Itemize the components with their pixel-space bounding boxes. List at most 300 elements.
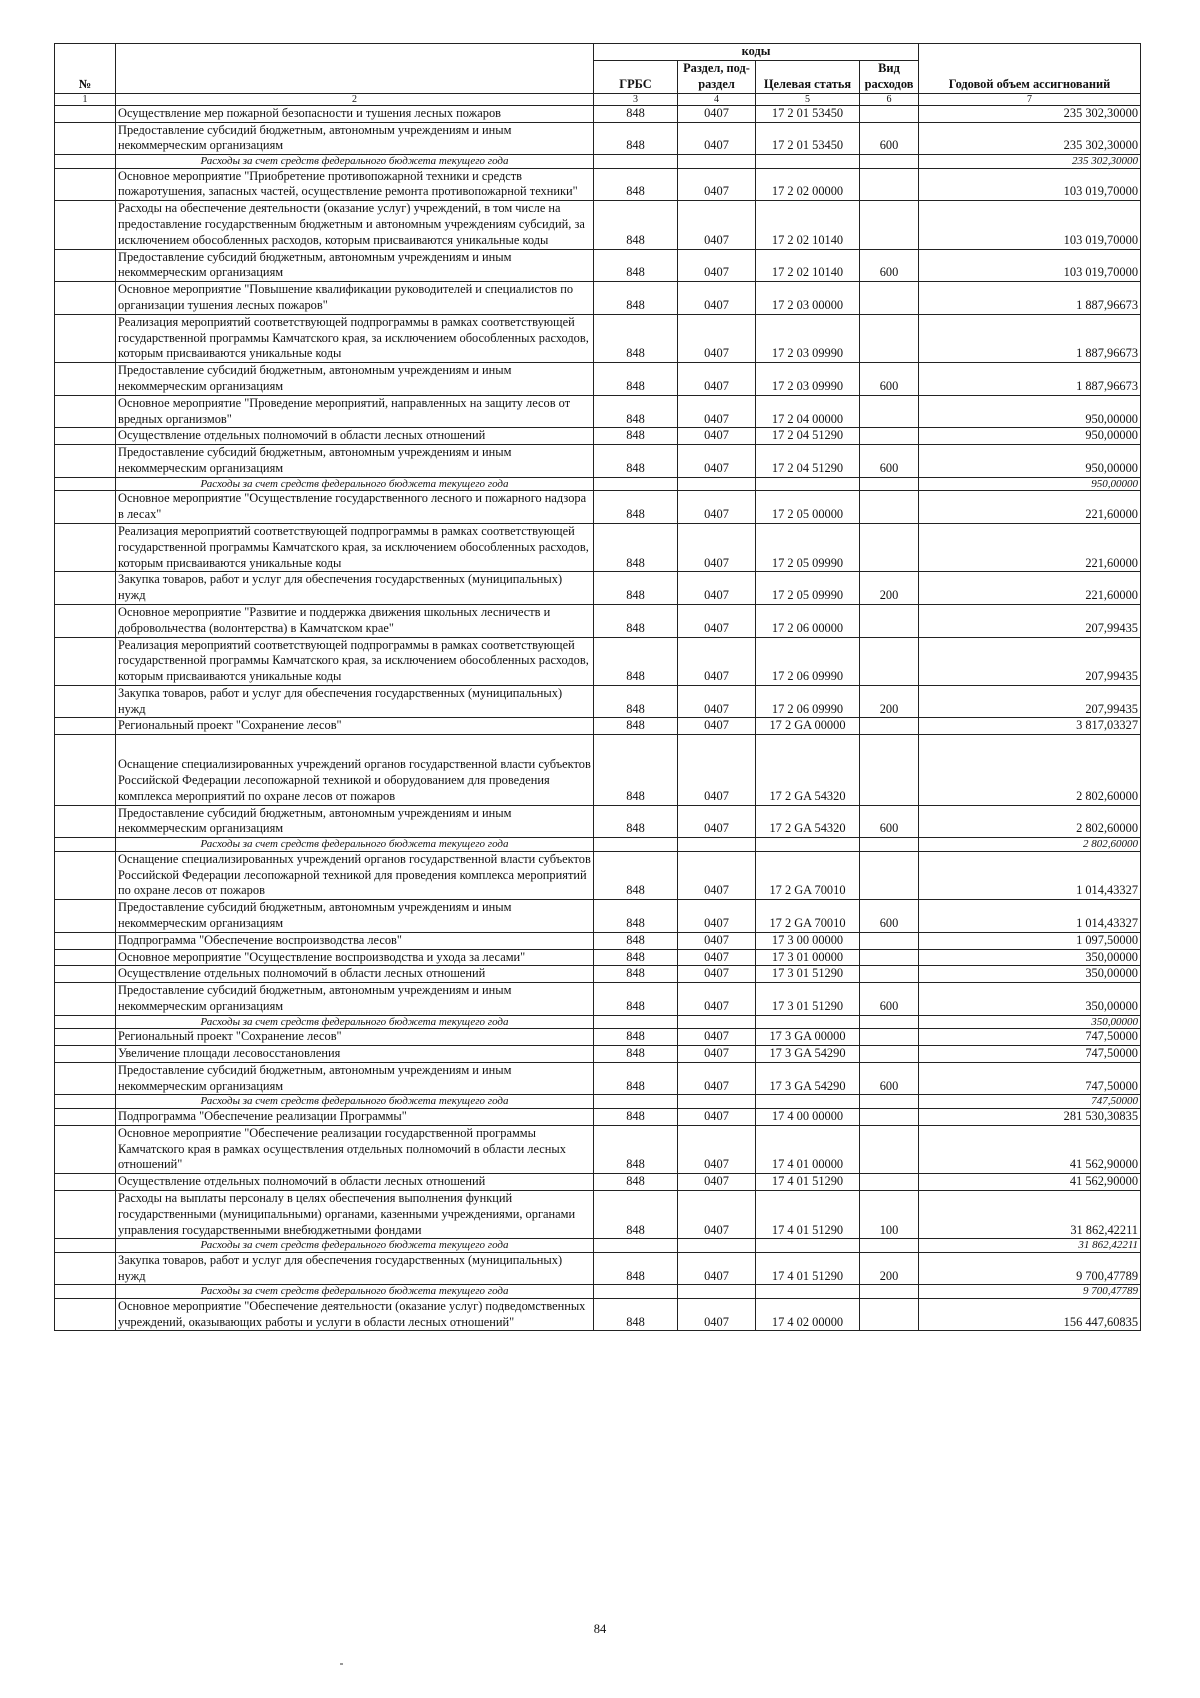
row-name-cell: Основное мероприятие "Обеспечение деятельности (оказание услуг) подведомственных учреждений, оказывающих работы и услуги в области лесных отношений" [116, 1298, 594, 1331]
row-exp-type-cell: 600 [860, 983, 919, 1016]
row-section-cell [678, 1239, 756, 1253]
row-grbs-cell: 848 [594, 282, 678, 315]
row-name-cell: Расходы на выплаты персоналу в целях обеспечения выполнения функций государственными (муниципальными) органами, казенными учреждениями, органами управления государственными внебюджетными фондами [116, 1190, 594, 1238]
table-row [55, 1095, 1141, 1109]
header-num-2: 2 [116, 93, 594, 105]
row-number-cell [55, 1190, 116, 1238]
budget-table [54, 43, 1141, 1331]
table-row [55, 201, 1141, 249]
row-target-cell [756, 1239, 860, 1253]
header-num-5: 5 [756, 93, 860, 105]
header-codes: коды [594, 44, 919, 61]
row-section-cell: 0407 [678, 395, 756, 428]
row-exp-type-cell [860, 949, 919, 966]
row-section-cell: 0407 [678, 604, 756, 637]
row-grbs-cell: 848 [594, 572, 678, 605]
row-number-cell [55, 572, 116, 605]
row-section-cell: 0407 [678, 105, 756, 122]
row-target-cell: 17 2 06 00000 [756, 604, 860, 637]
row-name-cell: Подпрограмма "Обеспечение реализации Программы" [116, 1108, 594, 1125]
row-target-cell: 17 4 01 51290 [756, 1190, 860, 1238]
row-number-cell [55, 966, 116, 983]
row-grbs-cell [594, 155, 678, 169]
row-target-cell: 17 4 00 00000 [756, 1108, 860, 1125]
row-target-cell [756, 1285, 860, 1299]
row-amount-cell: 2 802,60000 [919, 838, 1141, 852]
table-row [55, 168, 1141, 201]
row-section-cell: 0407 [678, 249, 756, 282]
row-amount-cell: 3 817,03327 [919, 718, 1141, 735]
table-row [55, 900, 1141, 933]
row-target-cell: 17 2 03 09990 [756, 363, 860, 396]
row-name-cell: Предоставление субсидий бюджетным, автономным учреждениям и иным некоммерческим организациям [116, 805, 594, 838]
row-exp-type-cell [860, 1285, 919, 1299]
table-row [55, 428, 1141, 445]
row-target-cell [756, 1095, 860, 1109]
row-amount-cell: 156 447,60835 [919, 1298, 1141, 1331]
row-exp-type-cell: 600 [860, 1062, 919, 1095]
row-grbs-cell: 848 [594, 523, 678, 571]
row-amount-cell: 2 802,60000 [919, 735, 1141, 805]
row-section-cell: 0407 [678, 966, 756, 983]
row-amount-cell: 103 019,70000 [919, 168, 1141, 201]
row-target-cell: 17 2 05 00000 [756, 491, 860, 524]
row-target-cell: 17 3 GA 54290 [756, 1046, 860, 1063]
row-amount-cell: 221,60000 [919, 491, 1141, 524]
row-name-cell: Осуществление мер пожарной безопасности и тушения лесных пожаров [116, 105, 594, 122]
row-grbs-cell: 848 [594, 805, 678, 838]
table-row [55, 155, 1141, 169]
row-grbs-cell: 848 [594, 949, 678, 966]
row-section-cell: 0407 [678, 1190, 756, 1238]
row-number-cell [55, 155, 116, 169]
row-exp-type-cell [860, 155, 919, 169]
row-number-cell [55, 1046, 116, 1063]
row-target-cell: 17 2 03 00000 [756, 282, 860, 315]
row-section-cell: 0407 [678, 932, 756, 949]
row-amount-cell: 747,50000 [919, 1095, 1141, 1109]
row-amount-cell: 1 887,96673 [919, 363, 1141, 396]
row-number-cell [55, 1239, 116, 1253]
row-number-cell [55, 637, 116, 685]
header-target: Целевая статья [756, 60, 860, 93]
row-amount-cell: 41 562,90000 [919, 1125, 1141, 1173]
row-amount-cell: 747,50000 [919, 1029, 1141, 1046]
table-row [55, 122, 1141, 155]
row-exp-type-cell [860, 932, 919, 949]
row-number-cell [55, 249, 116, 282]
row-target-cell: 17 2 02 10140 [756, 201, 860, 249]
row-exp-type-cell [860, 1095, 919, 1109]
row-exp-type-cell [860, 851, 919, 899]
row-grbs-cell: 848 [594, 966, 678, 983]
row-target-cell: 17 2 05 09990 [756, 523, 860, 571]
header-num-4: 4 [678, 93, 756, 105]
row-grbs-cell: 848 [594, 1190, 678, 1238]
row-name-cell: Оснащение специализированных учреждений органов государственной власти субъектов Российской Федерации лесопожарной техникой и оборудованием для проведения комплекса мероприятий по охране лесов от пожаров [116, 735, 594, 805]
table-row [55, 637, 1141, 685]
row-name-cell: Реализация мероприятий соответствующей подпрограммы в рамках соответствующей государственной программы Камчатского края, за исключением обособленных расходов, которым присваиваются уникальные коды [116, 523, 594, 571]
row-exp-type-cell [860, 523, 919, 571]
header-num-6: 6 [860, 93, 919, 105]
row-exp-type-cell: 200 [860, 685, 919, 718]
row-section-cell: 0407 [678, 445, 756, 478]
row-section-cell: 0407 [678, 949, 756, 966]
row-exp-type-cell [860, 428, 919, 445]
row-exp-type-cell [860, 1125, 919, 1173]
row-amount-cell: 950,00000 [919, 395, 1141, 428]
row-target-cell: 17 2 GA 54320 [756, 735, 860, 805]
table-row [55, 966, 1141, 983]
row-number-cell [55, 491, 116, 524]
row-number-cell [55, 718, 116, 735]
row-amount-cell: 1 097,50000 [919, 932, 1141, 949]
row-number-cell [55, 1029, 116, 1046]
row-name-cell: Расходы за счет средств федерального бюджета текущего года [116, 155, 594, 169]
row-section-cell: 0407 [678, 1174, 756, 1191]
row-name-cell: Региональный проект "Сохранение лесов" [116, 1029, 594, 1046]
row-name-cell: Расходы за счет средств федерального бюджета текущего года [116, 1095, 594, 1109]
row-grbs-cell: 848 [594, 900, 678, 933]
row-number-cell [55, 932, 116, 949]
row-name-cell: Закупка товаров, работ и услуг для обеспечения государственных (муниципальных) нужд [116, 1252, 594, 1285]
row-number-cell [55, 1125, 116, 1173]
row-grbs-cell: 848 [594, 105, 678, 122]
table-row [55, 851, 1141, 899]
row-grbs-cell: 848 [594, 1029, 678, 1046]
row-amount-cell: 950,00000 [919, 428, 1141, 445]
header-num-7: 7 [919, 93, 1141, 105]
row-name-cell: Предоставление субсидий бюджетным, автономным учреждениям и иным некоммерческим организациям [116, 900, 594, 933]
table-row [55, 1252, 1141, 1285]
row-target-cell: 17 2 06 09990 [756, 685, 860, 718]
row-exp-type-cell [860, 491, 919, 524]
row-name-cell: Предоставление субсидий бюджетным, автономным учреждениям и иным некоммерческим организациям [116, 363, 594, 396]
row-section-cell: 0407 [678, 201, 756, 249]
row-number-cell [55, 1095, 116, 1109]
row-name-cell: Подпрограмма "Обеспечение воспроизводства лесов" [116, 932, 594, 949]
row-grbs-cell: 848 [594, 718, 678, 735]
row-target-cell: 17 3 01 51290 [756, 983, 860, 1016]
row-target-cell: 17 4 01 00000 [756, 1125, 860, 1173]
row-number-cell [55, 1108, 116, 1125]
row-number-cell [55, 900, 116, 933]
table-row [55, 1108, 1141, 1125]
row-grbs-cell: 848 [594, 1252, 678, 1285]
table-row [55, 1029, 1141, 1046]
row-target-cell: 17 3 GA 54290 [756, 1062, 860, 1095]
row-amount-cell: 9 700,47789 [919, 1285, 1141, 1299]
row-name-cell: Реализация мероприятий соответствующей подпрограммы в рамках соответствующей государственной программы Камчатского края, за исключением обособленных расходов, которым присваиваются уникальные коды [116, 637, 594, 685]
row-name-cell: Основное мероприятие "Приобретение противопожарной техники и средств пожаротушения, запасных частей, осуществление ремонта противопожарной техники" [116, 168, 594, 201]
row-name-cell: Предоставление субсидий бюджетным, автономным учреждениям и иным некоммерческим организациям [116, 445, 594, 478]
table-row [55, 1015, 1141, 1029]
row-grbs-cell: 848 [594, 735, 678, 805]
table-row [55, 718, 1141, 735]
row-target-cell [756, 477, 860, 491]
row-target-cell: 17 2 04 51290 [756, 445, 860, 478]
row-exp-type-cell: 600 [860, 122, 919, 155]
row-grbs-cell: 848 [594, 395, 678, 428]
row-target-cell: 17 4 02 00000 [756, 1298, 860, 1331]
header-row-codes [55, 44, 1141, 61]
row-amount-cell: 103 019,70000 [919, 201, 1141, 249]
row-grbs-cell [594, 838, 678, 852]
row-section-cell: 0407 [678, 363, 756, 396]
row-target-cell [756, 1015, 860, 1029]
row-exp-type-cell [860, 604, 919, 637]
row-name-cell: Основное мероприятие "Обеспечение реализации государственной программы Камчатского края в рамках осуществления отдельных полномочий в области лесных отношений" [116, 1125, 594, 1173]
row-number-cell [55, 1285, 116, 1299]
row-number-cell [55, 477, 116, 491]
row-exp-type-cell: 600 [860, 900, 919, 933]
row-target-cell: 17 2 GA 70010 [756, 851, 860, 899]
row-name-cell: Закупка товаров, работ и услуг для обеспечения государственных (муниципальных) нужд [116, 685, 594, 718]
row-number-cell [55, 1298, 116, 1331]
row-exp-type-cell: 600 [860, 363, 919, 396]
row-target-cell [756, 838, 860, 852]
row-section-cell: 0407 [678, 428, 756, 445]
row-grbs-cell: 848 [594, 314, 678, 362]
row-target-cell: 17 2 GA 00000 [756, 718, 860, 735]
row-section-cell: 0407 [678, 168, 756, 201]
row-section-cell [678, 1285, 756, 1299]
scan-speck [340, 1663, 343, 1665]
table-row [55, 949, 1141, 966]
row-name-cell: Расходы за счет средств федерального бюджета текущего года [116, 1285, 594, 1299]
row-name-cell: Основное мероприятие "Развитие и поддержка движения школьных лесничеств и добровольчества (волонтерства) в Камчатском крае" [116, 604, 594, 637]
row-number-cell [55, 805, 116, 838]
row-section-cell: 0407 [678, 718, 756, 735]
row-grbs-cell: 848 [594, 1108, 678, 1125]
header-section: Раздел, под-раздел [678, 60, 756, 93]
row-exp-type-cell [860, 1029, 919, 1046]
row-target-cell: 17 3 00 00000 [756, 932, 860, 949]
row-exp-type-cell [860, 966, 919, 983]
row-grbs-cell: 848 [594, 249, 678, 282]
row-section-cell: 0407 [678, 900, 756, 933]
row-section-cell: 0407 [678, 1108, 756, 1125]
table-row [55, 735, 1141, 805]
row-exp-type-cell [860, 1015, 919, 1029]
row-target-cell: 17 2 05 09990 [756, 572, 860, 605]
row-target-cell: 17 4 01 51290 [756, 1174, 860, 1191]
row-amount-cell: 950,00000 [919, 445, 1141, 478]
table-row [55, 1125, 1141, 1173]
row-amount-cell: 950,00000 [919, 477, 1141, 491]
table-row [55, 983, 1141, 1016]
row-number-cell [55, 735, 116, 805]
table-row [55, 395, 1141, 428]
row-target-cell: 17 2 01 53450 [756, 122, 860, 155]
header-annual: Годовой объем ассигнований [919, 44, 1141, 94]
row-target-cell [756, 155, 860, 169]
row-number-cell [55, 838, 116, 852]
row-number-cell [55, 395, 116, 428]
row-exp-type-cell [860, 637, 919, 685]
table-row [55, 363, 1141, 396]
row-exp-type-cell [860, 477, 919, 491]
row-number-cell [55, 201, 116, 249]
row-amount-cell: 1 887,96673 [919, 282, 1141, 315]
table-row [55, 604, 1141, 637]
table-row [55, 105, 1141, 122]
row-exp-type-cell [860, 105, 919, 122]
table-row [55, 1239, 1141, 1253]
row-grbs-cell: 848 [594, 637, 678, 685]
row-exp-type-cell [860, 282, 919, 315]
row-section-cell: 0407 [678, 851, 756, 899]
row-name-cell: Осуществление отдельных полномочий в области лесных отношений [116, 428, 594, 445]
row-section-cell: 0407 [678, 1252, 756, 1285]
row-section-cell: 0407 [678, 572, 756, 605]
row-section-cell: 0407 [678, 735, 756, 805]
header-num-1: 1 [55, 93, 116, 105]
row-amount-cell: 207,99435 [919, 685, 1141, 718]
row-grbs-cell: 848 [594, 491, 678, 524]
table-row [55, 572, 1141, 605]
row-name-cell: Основное мероприятие "Осуществление воспроизводства и ухода за лесами" [116, 949, 594, 966]
row-exp-type-cell: 600 [860, 445, 919, 478]
row-number-cell [55, 122, 116, 155]
header-name [116, 44, 594, 94]
row-exp-type-cell [860, 1108, 919, 1125]
row-number-cell [55, 949, 116, 966]
page-number: 84 [593, 1622, 607, 1636]
row-target-cell: 17 2 04 51290 [756, 428, 860, 445]
row-name-cell: Расходы за счет средств федерального бюджета текущего года [116, 1015, 594, 1029]
table-row [55, 314, 1141, 362]
row-amount-cell: 221,60000 [919, 523, 1141, 571]
row-name-cell: Оснащение специализированных учреждений органов государственной власти субъектов Российской Федерации лесопожарной техникой для проведения комплекса мероприятий по охране лесов от пожаров [116, 851, 594, 899]
row-target-cell: 17 2 02 10140 [756, 249, 860, 282]
row-target-cell: 17 2 03 09990 [756, 314, 860, 362]
header-number: № [55, 44, 116, 94]
row-exp-type-cell [860, 1298, 919, 1331]
row-exp-type-cell [860, 168, 919, 201]
row-amount-cell: 31 862,42211 [919, 1190, 1141, 1238]
row-exp-type-cell: 600 [860, 249, 919, 282]
table-row [55, 282, 1141, 315]
row-grbs-cell: 848 [594, 1298, 678, 1331]
table-row [55, 1190, 1141, 1238]
budget-table-sheet [54, 43, 1140, 1331]
row-number-cell [55, 685, 116, 718]
row-amount-cell: 1 014,43327 [919, 900, 1141, 933]
row-grbs-cell: 848 [594, 428, 678, 445]
row-grbs-cell: 848 [594, 201, 678, 249]
row-name-cell: Осуществление отдельных полномочий в области лесных отношений [116, 966, 594, 983]
row-amount-cell: 1 887,96673 [919, 314, 1141, 362]
row-section-cell: 0407 [678, 1125, 756, 1173]
row-section-cell [678, 1015, 756, 1029]
row-grbs-cell: 848 [594, 445, 678, 478]
table-row [55, 249, 1141, 282]
row-name-cell: Расходы за счет средств федерального бюджета текущего года [116, 477, 594, 491]
row-exp-type-cell [860, 718, 919, 735]
row-grbs-cell: 848 [594, 983, 678, 1016]
row-section-cell: 0407 [678, 1046, 756, 1063]
row-number-cell [55, 1252, 116, 1285]
row-number-cell [55, 445, 116, 478]
row-target-cell: 17 4 01 51290 [756, 1252, 860, 1285]
row-amount-cell: 41 562,90000 [919, 1174, 1141, 1191]
row-section-cell: 0407 [678, 523, 756, 571]
row-target-cell: 17 2 04 00000 [756, 395, 860, 428]
table-row [55, 1062, 1141, 1095]
table-row [55, 1174, 1141, 1191]
row-exp-type-cell [860, 314, 919, 362]
row-target-cell: 17 3 01 00000 [756, 949, 860, 966]
row-amount-cell: 207,99435 [919, 637, 1141, 685]
row-grbs-cell: 848 [594, 168, 678, 201]
row-section-cell: 0407 [678, 805, 756, 838]
row-exp-type-cell: 200 [860, 572, 919, 605]
row-name-cell: Расходы на обеспечение деятельности (оказание услуг) учреждений, в том числе на предоставление государственным бюджетным и автономным учреждениям субсидий, за исключением обособленных расходов, которым присваиваются уникальные коды [116, 201, 594, 249]
row-name-cell: Основное мероприятие "Проведение мероприятий, направленных на защиту лесов от вредных организмов" [116, 395, 594, 428]
table-row [55, 838, 1141, 852]
row-name-cell: Предоставление субсидий бюджетным, автономным учреждениям и иным некоммерческим организациям [116, 983, 594, 1016]
row-name-cell: Закупка товаров, работ и услуг для обеспечения государственных (муниципальных) нужд [116, 572, 594, 605]
table-row [55, 491, 1141, 524]
row-amount-cell: 350,00000 [919, 983, 1141, 1016]
table-row [55, 932, 1141, 949]
row-grbs-cell: 848 [594, 363, 678, 396]
row-target-cell: 17 2 06 09990 [756, 637, 860, 685]
row-grbs-cell: 848 [594, 1125, 678, 1173]
row-number-cell [55, 428, 116, 445]
header-grbs: ГРБС [594, 60, 678, 93]
row-amount-cell: 235 302,30000 [919, 122, 1141, 155]
row-section-cell: 0407 [678, 282, 756, 315]
row-amount-cell: 747,50000 [919, 1062, 1141, 1095]
row-amount-cell: 281 530,30835 [919, 1108, 1141, 1125]
row-section-cell: 0407 [678, 1062, 756, 1095]
row-amount-cell: 350,00000 [919, 1015, 1141, 1029]
row-amount-cell: 235 302,30000 [919, 155, 1141, 169]
table-row [55, 1285, 1141, 1299]
row-amount-cell: 207,99435 [919, 604, 1141, 637]
row-grbs-cell: 848 [594, 851, 678, 899]
row-section-cell [678, 155, 756, 169]
row-section-cell: 0407 [678, 1298, 756, 1331]
row-name-cell: Предоставление субсидий бюджетным, автономным учреждениям и иным некоммерческим организациям [116, 249, 594, 282]
row-amount-cell: 235 302,30000 [919, 105, 1141, 122]
row-section-cell: 0407 [678, 685, 756, 718]
row-number-cell [55, 314, 116, 362]
row-number-cell [55, 1015, 116, 1029]
row-number-cell [55, 523, 116, 571]
table-row [55, 805, 1141, 838]
row-amount-cell: 350,00000 [919, 966, 1141, 983]
row-section-cell [678, 838, 756, 852]
row-section-cell: 0407 [678, 637, 756, 685]
row-exp-type-cell: 100 [860, 1190, 919, 1238]
row-exp-type-cell [860, 1239, 919, 1253]
row-name-cell: Расходы за счет средств федерального бюджета текущего года [116, 838, 594, 852]
row-exp-type-cell [860, 735, 919, 805]
row-grbs-cell: 848 [594, 1174, 678, 1191]
row-section-cell: 0407 [678, 983, 756, 1016]
row-target-cell: 17 2 01 53450 [756, 105, 860, 122]
row-exp-type-cell: 600 [860, 805, 919, 838]
row-name-cell: Предоставление субсидий бюджетным, автономным учреждениям и иным некоммерческим организациям [116, 122, 594, 155]
row-grbs-cell [594, 477, 678, 491]
table-row [55, 477, 1141, 491]
row-grbs-cell [594, 1015, 678, 1029]
row-section-cell [678, 1095, 756, 1109]
row-section-cell [678, 477, 756, 491]
